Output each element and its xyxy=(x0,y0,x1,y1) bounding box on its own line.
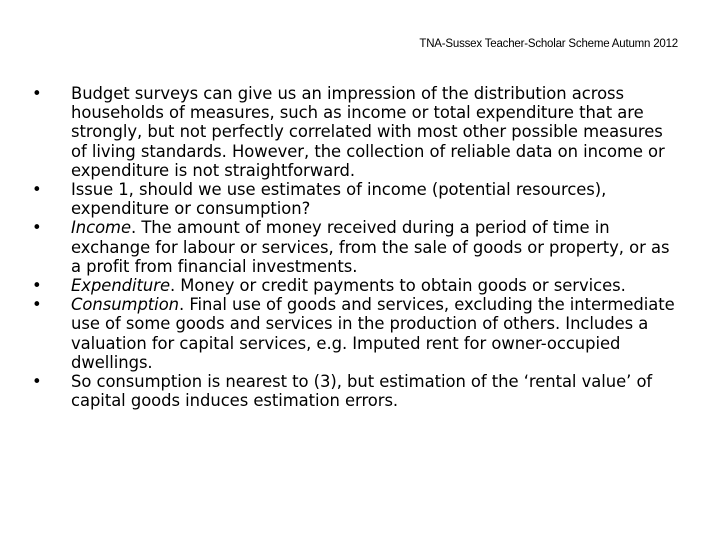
bullet-dot-icon: • xyxy=(32,276,42,296)
bullet-text: . Money or credit payments to obtain goods or services. xyxy=(169,276,626,296)
bullet-list xyxy=(32,84,682,410)
bullet-item xyxy=(32,276,682,295)
bullet-text: Issue 1, should we use estimates of income (potential resources), expenditure or consumption? xyxy=(71,180,607,219)
bullet-term: Consumption xyxy=(71,295,180,315)
bullet-dot-icon: • xyxy=(32,84,42,103)
bullet-dot-icon: • xyxy=(32,372,42,392)
bullet-text: Budget surveys can give us an impression of the distribution across households of measures, such as income or total expenditure that are strongly, but not perfectly correlated with most other possible measures of living standards. However, the collection of reliable data on income or expenditure is not straightforward. xyxy=(71,84,665,180)
bullet-item xyxy=(32,84,682,180)
bullet-item xyxy=(32,372,682,410)
bullet-text: . The amount of money received during a period of time in exchange for labour or services, from the sale of goods or property, or as a profit from financial investments. xyxy=(71,218,670,276)
bullet-item xyxy=(32,295,682,372)
bullet-text: So consumption is nearest to (3), but estimation of the ‘rental value’ of capital goods induces estimation errors. xyxy=(71,372,653,411)
bullet-term: Income xyxy=(71,218,132,238)
bullet-item xyxy=(32,218,682,276)
bullet-item xyxy=(32,180,682,218)
bullet-term: Expenditure xyxy=(71,276,170,296)
bullet-dot-icon: • xyxy=(32,218,42,238)
bullet-dot-icon: • xyxy=(32,180,42,200)
bullet-dot-icon: • xyxy=(32,295,42,315)
bullet-text: . Final use of goods and services, excluding the intermediate use of some goods and services in the production of others. Includes a valuation for capital services, e.g. Imputed rent for owner-occupied dwellings. xyxy=(71,295,675,372)
slide-header: TNA-Sussex Teacher-Scholar Scheme Autumn 2012 xyxy=(419,38,678,50)
